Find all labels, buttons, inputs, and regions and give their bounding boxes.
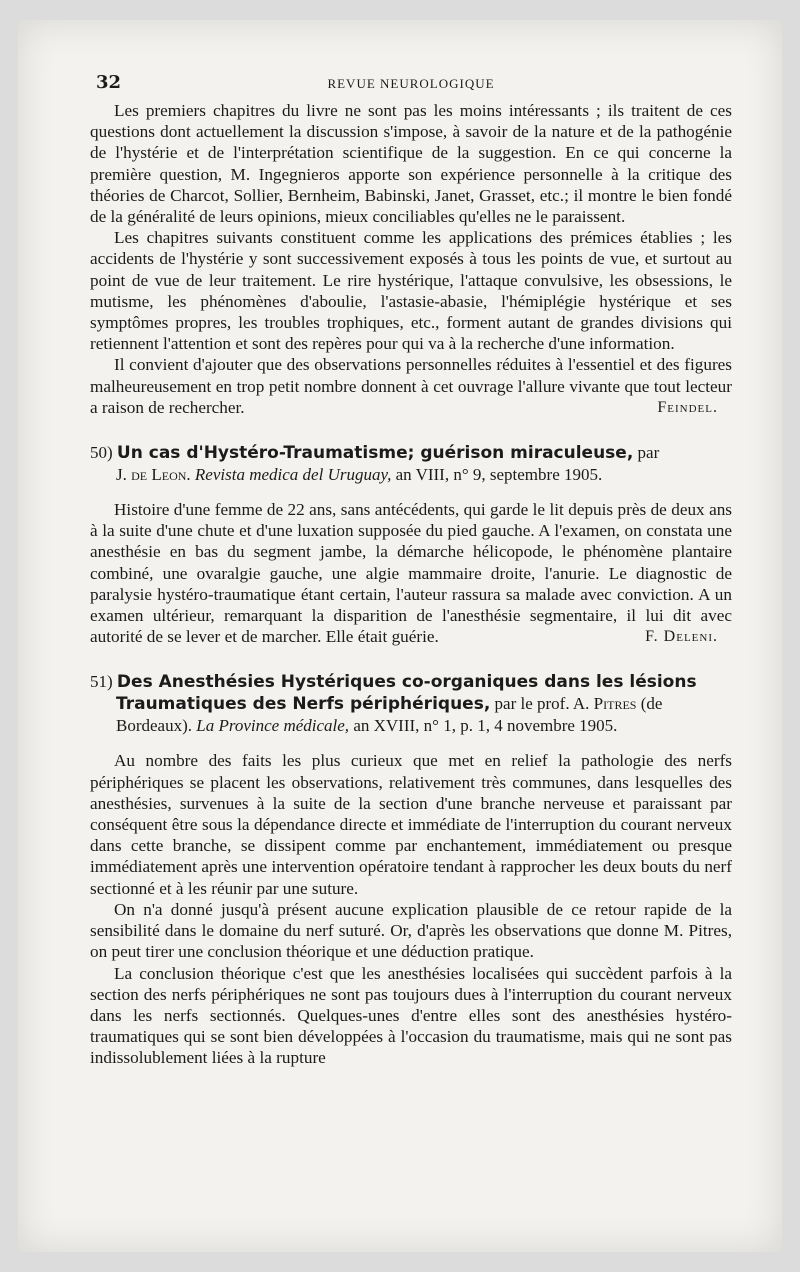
- article-affiliation: (de Bordeaux).: [116, 694, 663, 736]
- article-50-paragraph: [90, 499, 732, 647]
- article-title: Un cas d'Hystéro-Traumatisme; guérison miraculeuse,: [116, 443, 634, 464]
- article-citation: an VIII, n° 9, septembre 1905.: [395, 465, 603, 485]
- article-51-paragraph: On n'a donné jusqu'à présent aucune explication plausible de ce retour rapide de la sensibilité dans le domaine du nerf suturé. Or, d'après les observations que donne M. Pitres, on peut tirer une conclusion théorique et une déduction pratique.: [90, 899, 732, 962]
- page-content: [90, 72, 732, 1069]
- article-journal: La Province médicale,: [196, 716, 350, 736]
- article-51-paragraph: La conclusion théorique c'est que les anesthésies localisées qui succèdent parfois à la section des nerfs périphériques ne sont pas toujours dues à l'interruption du courant nerveux dans les nerfs sectionnés. Quelques-unes d'entre elles sont des anesthésies hystéro-traumatiques qui se sont bien développées à l'occasion du traumatisme, mais qui ne sont pas indissolublement liées à la rupture: [90, 963, 732, 1068]
- page-number: 32: [96, 72, 122, 93]
- article-title: Des Anesthésies Hystériques co-organiques dans les lésions Traumatiques des Nerfs périphériques,: [116, 672, 697, 715]
- review-paragraph: Les chapitres suivants constituent comme les applications des prémices établies ; les accidents de l'hystérie y sont successivement exposés à tous les points de vue, et surtout au point de vue de leur traitement. Le rire hystérique, l'attaque convulsive, les obsessions, le mutisme, les phénomènes d'aboulie, l'astasie-abasie, l'hémiplégie hystérique et ses symptômes propres, les troubles trophiques, etc., forment autant de grandes divisions qui retiennent l'attention et sont des repères pour qui va à la recherche d'une information.: [90, 228, 732, 354]
- review-paragraph-text: Il convient d'ajouter que des observations personnelles réduites à l'essentiel et des figures malheureusement en trop petit nombre donnent à cet ouvrage l'allure vivante que tout lecteur a raison de rechercher.: [90, 355, 732, 417]
- article-citation: an XVIII, n° 1, p. 1, 4 novembre 1905.: [353, 716, 618, 736]
- article-author: Pitres: [593, 694, 637, 714]
- review-paragraph: [90, 354, 732, 418]
- article-50-signature: F. Deleni.: [645, 628, 718, 646]
- article-51-heading: [90, 671, 732, 736]
- journal-title: REVUE NEUROLOGIQUE: [327, 76, 495, 91]
- running-head: [90, 72, 732, 98]
- review-signature: Feindel.: [657, 398, 718, 416]
- review-section: [90, 100, 732, 418]
- article-50-text: Histoire d'une femme de 22 ans, sans antécédents, qui garde le lit depuis près de deux ans à la suite d'une chute et d'une luxation supposée du pied gauche. A l'examen, on constata une anesthésie en bas du segment jambe, la démarche hélicopode, le phénomène plantaire combiné, une ovaralgie gauche, une algie mammaire droite, l'anurie. Le diagnostic de paralysie hystéro-traumatique étant certain, l'auteur rassura sa malade avec conviction. A un examen ultérieur, remarquant la disparition de l'anesthésie segmentaire, il lui dit avec autorité de se lever et de marcher. Elle était guérie.: [90, 500, 732, 647]
- article-by: par: [637, 443, 660, 463]
- review-paragraph: Les premiers chapitres du livre ne sont pas les moins intéressants ; ils traitent de ces questions dont actuellement la discussion s'impose, à savoir de la nature et de la pathogénie de l'hystérie et de l'interprétation scientifique de la suggestion. En ce qui concerne la première question, M. Ingegnieros apporte son expérience personnelle à la critique des théories de Charcot, Sollier, Bernheim, Babinski, Janet, Grasset, etc.; il montre le bien fondé de la généralité de leurs opinions, mieux conciliables qu'elles ne le paraissent.: [90, 101, 732, 227]
- article-number: 50): [90, 443, 113, 463]
- article-by: par le prof. A.: [494, 694, 590, 714]
- article-number: 51): [90, 672, 113, 692]
- article-author: J. de Leon.: [116, 465, 191, 485]
- article-50-heading: [90, 442, 732, 485]
- article-journal: Revista medica del Uruguay,: [194, 465, 392, 485]
- article-51-paragraph: Au nombre des faits les plus curieux que met en relief la pathologie des nerfs périphériques se placent les observations, relativement très communes, dans lesquelles des anesthésies, survenues à la suite de la section d'une branche nerveuse et paraissant par conséquent être sous la dépendance directe et immédiate de l'interruption du courant nerveux dans cette branche, se dissipent comme par enchantement, immédiatement ou presque immédiatement après une intervention opératoire tendant à rapprocher les deux bouts du nerf sectionné et à les réunir par une suture.: [90, 751, 732, 898]
- scanned-page: [18, 20, 782, 1252]
